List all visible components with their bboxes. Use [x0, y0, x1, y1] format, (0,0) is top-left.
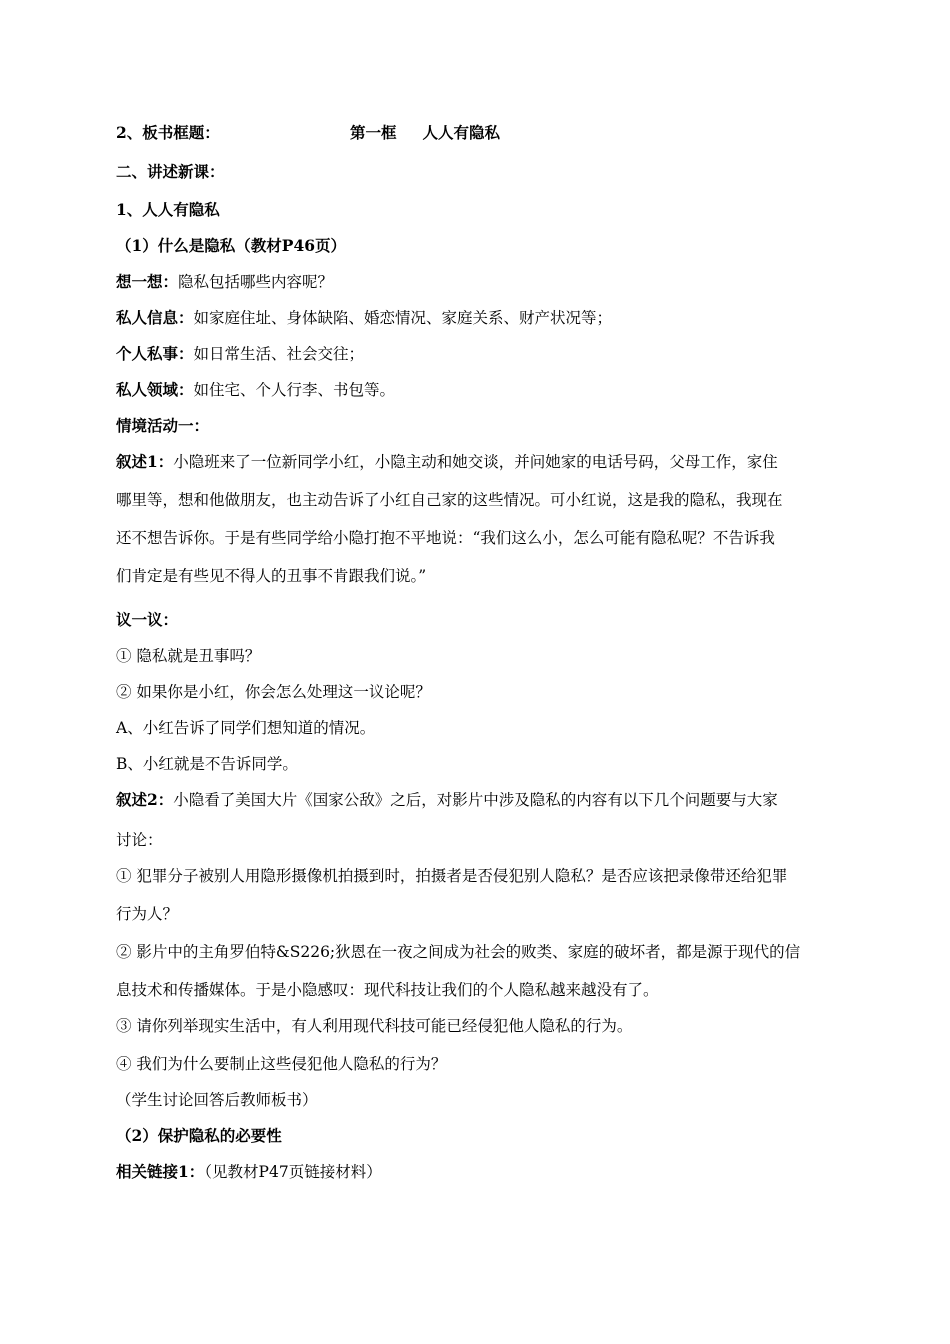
personal-affairs-label: 个人私事： — [116, 344, 194, 363]
narrative2-q4: ④ 我们为什么要制止这些侵犯他人隐私的行为？ — [116, 1055, 447, 1073]
narrative2-q1-line1: ① 犯罪分子被别人用隐形摄像机拍摄到时，拍摄者是否侵犯别人隐私？是否应该把录像带还给犯罪 — [116, 867, 788, 885]
option-a: A、小红告诉了同学们想知道的情况。 — [116, 719, 376, 737]
narrative1-line2: 哪里等，想和他做朋友，也主动告诉了小红自己家的这些情况。可小红说，这是我的隐私，我现在 — [116, 491, 783, 509]
question-2: ② 如果你是小红，你会怎么处理这一议论呢？ — [116, 683, 431, 701]
think-paragraph — [116, 272, 333, 292]
narrative1-text: 小隐班来了一位新同学小红，小隐主动和她交谈，并问她家的电话号码，父母工作，家住 — [173, 453, 778, 471]
private-domain-label: 私人领域： — [116, 380, 194, 399]
narrative2-line1 — [116, 790, 778, 810]
related-link-paragraph — [116, 1162, 382, 1182]
private-domain-text: 如住宅、个人行李、书包等。 — [193, 381, 396, 399]
private-info-text: 如家庭住址、身体缺陷、婚恋情况、家庭关系、财产状况等； — [193, 309, 613, 327]
option-b: B、小红就是不告诉同学。 — [116, 755, 298, 773]
board-topic: 人人有隐私 — [422, 123, 501, 142]
teacher-note: （学生讨论回答后教师板书） — [116, 1091, 318, 1109]
private-info-paragraph — [116, 308, 612, 328]
narrative1-line1 — [116, 452, 778, 472]
narrative1-label: 叙述1： — [116, 452, 174, 471]
board-title — [350, 123, 500, 143]
narrative2-q1-line2: 行为人？ — [116, 905, 179, 923]
question-1: ① 隐私就是丑事吗？ — [116, 647, 261, 665]
heading-privacy: 1、人人有隐私 — [116, 200, 220, 219]
board-frame: 第一框 — [350, 123, 397, 142]
section-heading: 二、讲述新课： — [116, 162, 225, 181]
narrative1-line4: 们肯定是有些见不得人的丑事不肯跟我们说。” — [116, 567, 427, 585]
related-link-label: 相关链接1： — [116, 1162, 205, 1181]
subheading-what-is-privacy: （1）什么是隐私（教材P46页） — [116, 236, 347, 255]
related-link-text: （见教材P47页链接材料） — [204, 1163, 382, 1181]
personal-affairs-paragraph — [116, 344, 364, 364]
private-domain-paragraph — [116, 380, 395, 400]
narrative2-text: 小隐看了美国大片《国家公敌》之后，对影片中涉及隐私的内容有以下几个问题要与大家 — [173, 791, 778, 809]
narrative2-q3: ③ 请你列举现实生活中，有人利用现代科技可能已经侵犯他人隐私的行为。 — [116, 1017, 633, 1035]
personal-affairs-text: 如日常生活、社会交往； — [193, 345, 365, 363]
subheading-necessity: （2）保护隐私的必要性 — [116, 1126, 282, 1145]
narrative2-q2-line2: 息技术和传播媒体。于是小隐感叹：现代科技让我们的个人隐私越来越没有了。 — [116, 981, 659, 999]
think-text: 隐私包括哪些内容呢？ — [178, 273, 334, 291]
think-label: 想一想： — [116, 272, 179, 291]
narrative2-q2-line1: ② 影片中的主角罗伯特&S226;狄恩在一夜之间成为社会的败类、家庭的破坏者，都是源于现代的信 — [116, 943, 801, 961]
narrative2-line2: 讨论： — [116, 831, 163, 849]
board-title-label: 2、板书框题： — [116, 123, 220, 142]
discuss-heading: 议一议： — [116, 610, 179, 629]
narrative1-line3: 还不想告诉你。于是有些同学给小隐打抱不平地说：“我们这么小，怎么可能有隐私呢？不告诉我 — [116, 529, 775, 547]
private-info-label: 私人信息： — [116, 308, 194, 327]
narrative2-label: 叙述2： — [116, 790, 174, 809]
activity-heading: 情境活动一： — [116, 416, 210, 435]
